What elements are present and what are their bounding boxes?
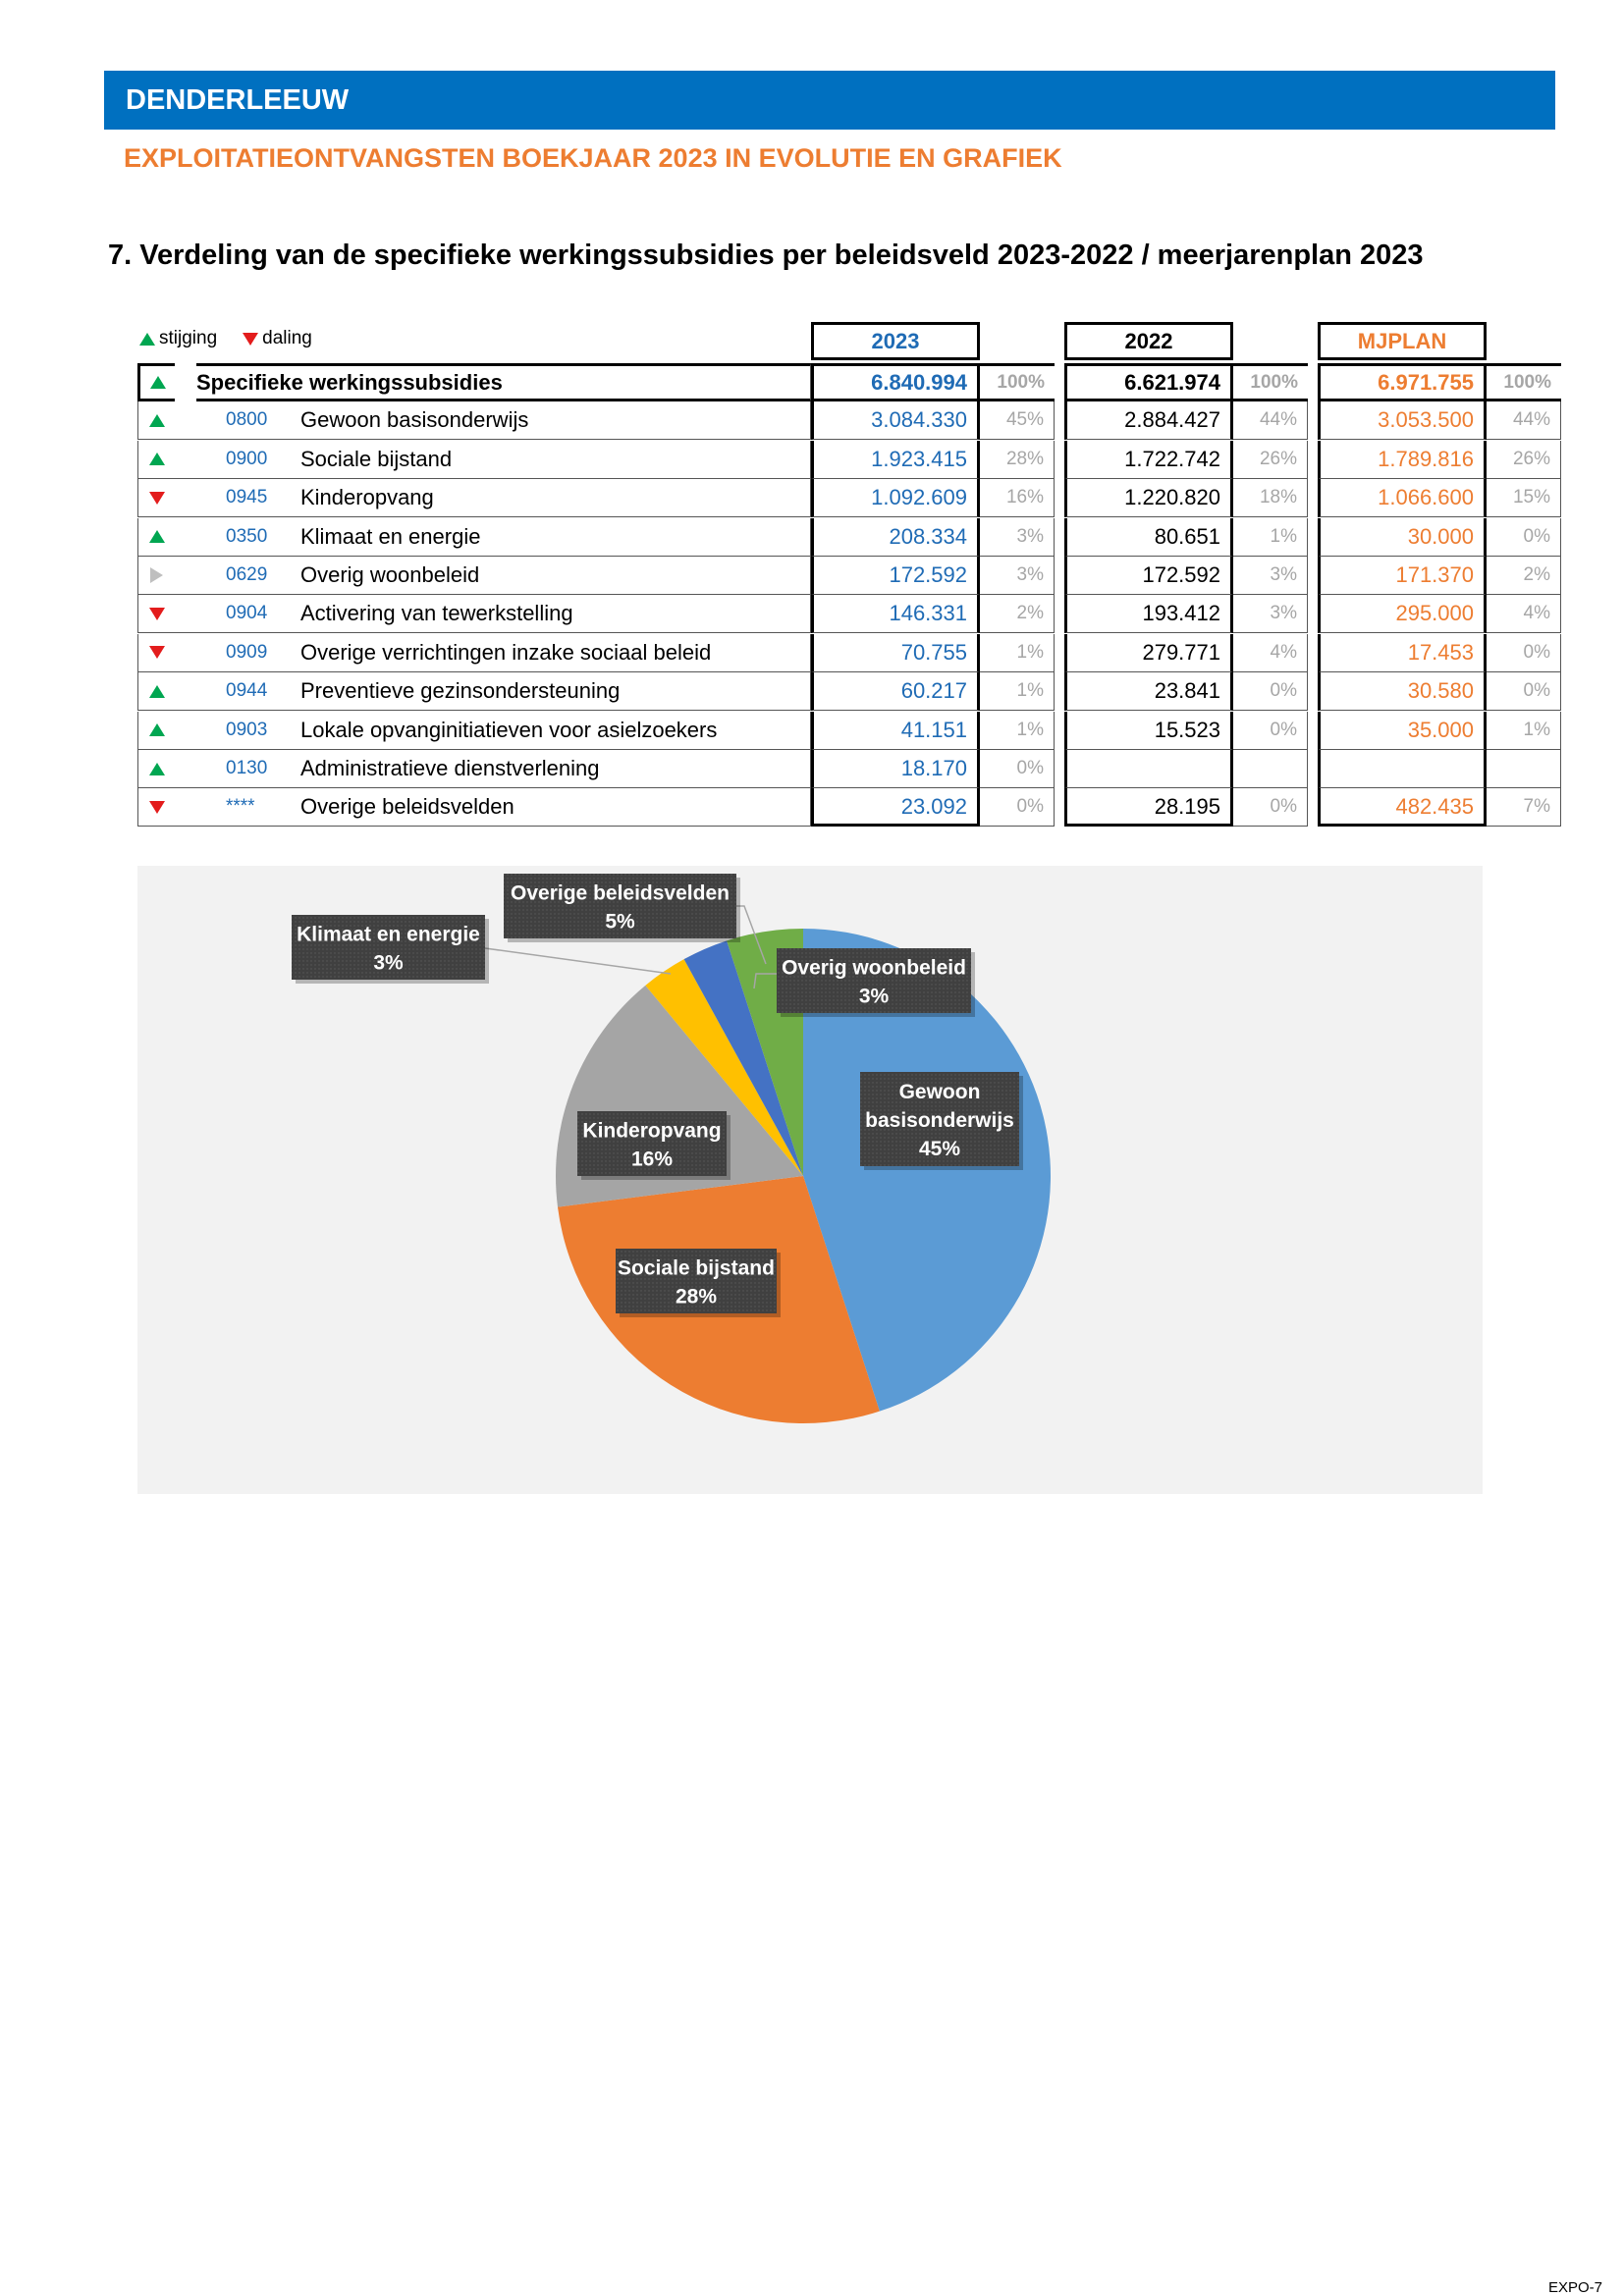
policy-label: Overig woonbeleid <box>300 557 811 595</box>
share-2022: 1% <box>1233 518 1308 557</box>
table-row <box>137 401 1561 440</box>
table-row <box>137 557 1561 595</box>
share-mjplan: 26% <box>1487 441 1561 479</box>
policy-code: 0900 <box>175 441 300 479</box>
share-2022: 26% <box>1233 441 1308 479</box>
slice-label: Kinderopvang <box>582 1119 722 1143</box>
triangle-down-icon <box>149 492 165 505</box>
value-2022: 1.722.742 <box>1064 441 1233 479</box>
share-2022: 0% <box>1233 712 1308 750</box>
table-row <box>137 634 1561 672</box>
share-mjplan: 4% <box>1487 595 1561 633</box>
legend-up <box>139 328 217 349</box>
share-2023: 16% <box>980 479 1055 517</box>
legend-down-label: daling <box>262 328 312 348</box>
municipality-banner: DENDERLEEUW <box>104 71 1555 130</box>
legend-down <box>243 328 312 349</box>
trend-cell <box>137 672 175 711</box>
value-mjplan: 1.066.600 <box>1318 479 1487 517</box>
slice-label: Gewoon basisonderwijs <box>865 1081 1014 1133</box>
value-mjplan: 30.000 <box>1318 518 1487 557</box>
value-2023: 23.092 <box>811 788 980 827</box>
triangle-right-icon <box>150 567 163 583</box>
value-2022: 15.523 <box>1064 712 1233 750</box>
value-2022: 279.771 <box>1064 634 1233 672</box>
value-2023: 41.151 <box>811 712 980 750</box>
value-2023: 3.084.330 <box>811 401 980 440</box>
triangle-up-icon <box>149 414 165 427</box>
triangle-down-icon <box>149 608 165 620</box>
page-code: EXPO-7 <box>1547 2279 1602 2296</box>
value-2023: 1.923.415 <box>811 441 980 479</box>
total-row <box>137 363 1561 401</box>
value-2023: 146.331 <box>811 595 980 633</box>
slice-percent: 16% <box>630 1148 674 1171</box>
value-mjplan <box>1318 750 1487 788</box>
value-2023: 208.334 <box>811 518 980 557</box>
value-mjplan: 6.971.755 <box>1318 363 1487 401</box>
table-row <box>137 712 1561 750</box>
value-mjplan: 171.370 <box>1318 557 1487 595</box>
share-mjplan: 0% <box>1487 634 1561 672</box>
value-mjplan: 3.053.500 <box>1318 401 1487 440</box>
value-2022: 1.220.820 <box>1064 479 1233 517</box>
share-2022 <box>1233 750 1308 788</box>
share-mjplan: 0% <box>1487 672 1561 711</box>
value-2023: 1.092.609 <box>811 479 980 517</box>
triangle-down-icon <box>149 801 165 814</box>
share-2022: 4% <box>1233 634 1308 672</box>
share-2023: 28% <box>980 441 1055 479</box>
value-2022: 23.841 <box>1064 672 1233 711</box>
share-2023: 45% <box>980 401 1055 440</box>
value-mjplan: 30.580 <box>1318 672 1487 711</box>
policy-code: 0800 <box>175 401 300 440</box>
slice-percent: 28% <box>675 1285 718 1308</box>
share-2023: 0% <box>980 750 1055 788</box>
share-2023: 2% <box>980 595 1055 633</box>
value-mjplan: 35.000 <box>1318 712 1487 750</box>
value-2022: 6.621.974 <box>1064 363 1233 401</box>
triangle-up-icon <box>149 723 165 736</box>
trend-cell <box>137 712 175 750</box>
share-mjplan <box>1487 750 1561 788</box>
share-mjplan: 15% <box>1487 479 1561 517</box>
share-2022: 100% <box>1233 363 1308 401</box>
page-subtitle: EXPLOITATIEONTVANGSTEN BOEKJAAR 2023 IN EVOLUTIE EN GRAFIEK <box>124 143 1062 173</box>
value-2022 <box>1064 750 1233 788</box>
table-row <box>137 595 1561 633</box>
pie-chart <box>137 866 1483 1494</box>
trend-cell <box>137 518 175 557</box>
policy-code: 0945 <box>175 479 300 517</box>
legend-up-label: stijging <box>159 328 218 348</box>
trend-cell <box>137 788 175 827</box>
trend-cell <box>137 595 175 633</box>
share-2023: 3% <box>980 518 1055 557</box>
policy-label: Kinderopvang <box>300 479 811 517</box>
value-2022: 172.592 <box>1064 557 1233 595</box>
share-mjplan: 7% <box>1487 788 1561 827</box>
triangle-down-icon <box>149 646 165 659</box>
policy-label: Specifieke werkingssubsidies <box>196 363 811 401</box>
table-row <box>137 479 1561 517</box>
triangle-up-icon <box>139 333 155 346</box>
triangle-up-icon <box>149 453 165 465</box>
value-2022: 28.195 <box>1064 788 1233 827</box>
section-title: 7. Verdeling van de specifieke werkingssubsidies per beleidsveld 2023-2022 / meerjarenplan 2023 <box>108 240 1424 271</box>
policy-code: 0903 <box>175 712 300 750</box>
share-2023: 1% <box>980 712 1055 750</box>
policy-code: 0629 <box>175 557 300 595</box>
triangle-up-icon <box>149 530 165 543</box>
policy-label: Gewoon basisonderwijs <box>300 401 811 440</box>
policy-label: Sociale bijstand <box>300 441 811 479</box>
trend-cell <box>137 401 175 440</box>
policy-code: 0130 <box>175 750 300 788</box>
table-row <box>137 672 1561 711</box>
triangle-down-icon <box>243 333 258 346</box>
value-2023: 60.217 <box>811 672 980 711</box>
trend-cell <box>137 634 175 672</box>
policy-label: Overige beleidsvelden <box>300 788 811 827</box>
table-row <box>137 518 1561 557</box>
share-2022: 44% <box>1233 401 1308 440</box>
share-2022: 18% <box>1233 479 1308 517</box>
share-2023: 100% <box>980 363 1055 401</box>
value-mjplan: 482.435 <box>1318 788 1487 827</box>
value-2022: 193.412 <box>1064 595 1233 633</box>
pie-chart-panel <box>137 866 1483 1494</box>
slice-label: Overige beleidsvelden <box>511 881 730 905</box>
triangle-up-icon <box>149 763 165 775</box>
triangle-up-icon <box>149 685 165 698</box>
share-mjplan: 1% <box>1487 712 1561 750</box>
value-2022: 80.651 <box>1064 518 1233 557</box>
policy-code: 0350 <box>175 518 300 557</box>
share-mjplan: 0% <box>1487 518 1561 557</box>
share-2023: 3% <box>980 557 1055 595</box>
column-header-2022: 2022 <box>1064 322 1233 360</box>
slice-percent: 3% <box>373 951 404 975</box>
value-2023: 172.592 <box>811 557 980 595</box>
slice-percent: 45% <box>918 1138 961 1161</box>
slice-label: Klimaat en energie <box>297 923 480 946</box>
trend-cell <box>137 363 175 401</box>
value-2023: 70.755 <box>811 634 980 672</box>
share-2023: 1% <box>980 634 1055 672</box>
table-row <box>137 788 1561 827</box>
share-mjplan: 100% <box>1487 363 1561 401</box>
policy-label: Administratieve dienstverlening <box>300 750 811 788</box>
share-mjplan: 44% <box>1487 401 1561 440</box>
value-2022: 2.884.427 <box>1064 401 1233 440</box>
trend-legend <box>139 328 312 349</box>
share-2023: 0% <box>980 788 1055 827</box>
table-row <box>137 750 1561 788</box>
slice-percent: 3% <box>858 985 890 1008</box>
value-2023: 6.840.994 <box>811 363 980 401</box>
share-2022: 0% <box>1233 788 1308 827</box>
trend-cell <box>137 557 175 595</box>
value-mjplan: 295.000 <box>1318 595 1487 633</box>
value-2023: 18.170 <box>811 750 980 788</box>
policy-code: **** <box>175 788 300 827</box>
trend-cell <box>137 479 175 517</box>
trend-cell <box>137 750 175 788</box>
share-2022: 3% <box>1233 595 1308 633</box>
share-2023: 1% <box>980 672 1055 711</box>
policy-label: Klimaat en energie <box>300 518 811 557</box>
share-2022: 0% <box>1233 672 1308 711</box>
table-row <box>137 441 1561 479</box>
trend-cell <box>137 441 175 479</box>
label-leader-line <box>485 948 671 974</box>
policy-code: 0904 <box>175 595 300 633</box>
policy-label: Overige verrichtingen inzake sociaal beleid <box>300 634 811 672</box>
triangle-up-icon <box>150 376 166 389</box>
share-2022: 3% <box>1233 557 1308 595</box>
column-header-2023: 2023 <box>811 322 980 360</box>
share-mjplan: 2% <box>1487 557 1561 595</box>
policy-code: 0944 <box>175 672 300 711</box>
value-mjplan: 17.453 <box>1318 634 1487 672</box>
policy-code: 0909 <box>175 634 300 672</box>
value-mjplan: 1.789.816 <box>1318 441 1487 479</box>
policy-label: Preventieve gezinsondersteuning <box>300 672 811 711</box>
policy-label: Activering van tewerkstelling <box>300 595 811 633</box>
column-header-mjplan: MJPLAN <box>1318 322 1487 360</box>
slice-label: Overig woonbeleid <box>782 956 966 980</box>
policy-label: Lokale opvanginitiatieven voor asielzoekers <box>300 712 811 750</box>
slice-label: Sociale bijstand <box>618 1256 775 1280</box>
slice-percent: 5% <box>605 910 635 934</box>
